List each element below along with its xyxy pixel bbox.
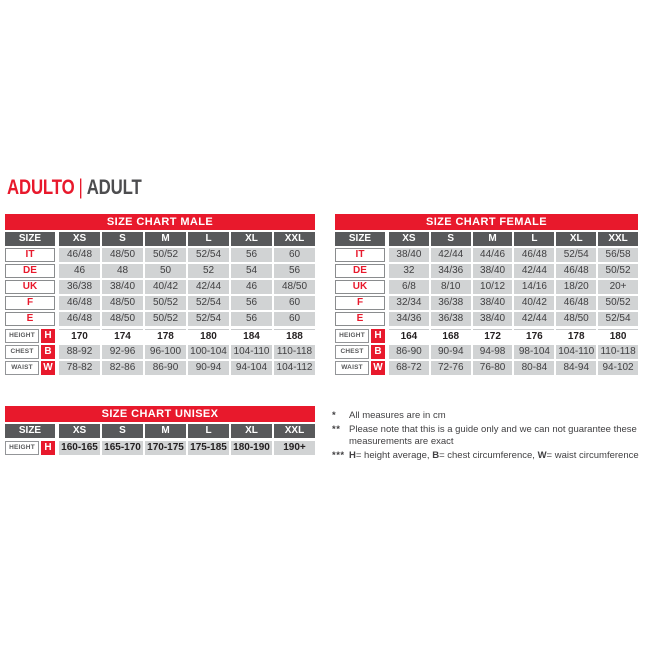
data-cell: 42/44 <box>514 264 554 278</box>
data-cell: 46/48 <box>59 296 100 310</box>
data-cell: 90-94 <box>431 345 471 359</box>
row-label: HEIGHT <box>5 329 39 343</box>
data-cell: 178 <box>556 329 596 343</box>
column-header-xl: XL <box>556 232 596 246</box>
data-cell: 94-102 <box>598 361 638 375</box>
data-cell: 50/52 <box>145 248 186 262</box>
table-row <box>335 248 638 262</box>
data-cell: 8/10 <box>431 280 471 294</box>
data-cell: 36/38 <box>59 280 100 294</box>
data-cell: 50/52 <box>145 312 186 326</box>
footnote-marker: *** <box>332 449 345 461</box>
data-cell: 104-112 <box>274 361 315 375</box>
data-cell: 50/52 <box>598 296 638 310</box>
row-label: IT <box>335 248 385 262</box>
column-header-xxl: XXL <box>274 232 315 246</box>
data-cell: 110-118 <box>274 345 315 359</box>
row-label: DE <box>5 264 55 278</box>
body-section <box>5 441 315 455</box>
h-badge: H <box>41 441 55 455</box>
data-cell: 84-94 <box>556 361 596 375</box>
footnote-segment: All measures are in cm <box>349 410 446 421</box>
footnote-text <box>349 450 641 463</box>
footnote-text <box>349 424 641 449</box>
data-cell: 184 <box>231 329 272 343</box>
row-label: IT <box>5 248 55 262</box>
data-cell: 94-104 <box>231 361 272 375</box>
column-header-s: S <box>431 232 471 246</box>
row-label: WAIST <box>5 361 39 375</box>
data-cell: 56 <box>231 296 272 310</box>
data-cell: 10/12 <box>473 280 513 294</box>
h-badge: H <box>41 329 55 343</box>
data-cell: 48 <box>102 264 143 278</box>
data-cell: 56/58 <box>598 248 638 262</box>
column-header-m: M <box>145 232 186 246</box>
footnote-marker: * <box>332 410 337 421</box>
data-cell: 80-84 <box>514 361 554 375</box>
data-cell: 34/36 <box>431 264 471 278</box>
data-cell: 38/40 <box>473 312 513 326</box>
row-label: E <box>335 312 385 326</box>
table-row <box>5 329 315 343</box>
data-cell: 175-185 <box>188 441 229 455</box>
table-title: SIZE CHART FEMALE <box>335 214 638 230</box>
data-cell: 48/50 <box>274 280 315 294</box>
row-label: E <box>5 312 55 326</box>
data-cell: 56 <box>231 248 272 262</box>
page-title <box>7 176 142 200</box>
data-cell: 172 <box>473 329 513 343</box>
table-row <box>5 264 315 278</box>
footnote-marker: ** <box>332 423 341 435</box>
size-chart-unisex-table <box>5 406 315 455</box>
data-cell: 38/40 <box>102 280 143 294</box>
table-title: SIZE CHART MALE <box>5 214 315 230</box>
row-label: CHEST <box>5 345 39 359</box>
column-header-m: M <box>473 232 513 246</box>
data-cell: 40/42 <box>145 280 186 294</box>
data-cell: 94-98 <box>473 345 513 359</box>
data-cell: 190+ <box>274 441 315 455</box>
row-label: DE <box>335 264 385 278</box>
data-cell: 174 <box>102 329 143 343</box>
table-row <box>335 329 638 343</box>
w-badge: W <box>371 361 385 375</box>
footnote-segment: B <box>432 449 440 461</box>
data-cell: 164 <box>389 329 429 343</box>
footnote-segment: = chest circumference, <box>439 449 538 461</box>
data-cell: 14/16 <box>514 280 554 294</box>
table-row <box>335 361 638 375</box>
data-cell: 180-190 <box>231 441 272 455</box>
data-cell: 48/50 <box>556 312 596 326</box>
data-cell: 18/20 <box>556 280 596 294</box>
column-header-l: L <box>188 232 229 246</box>
data-cell: 40/42 <box>514 296 554 310</box>
data-cell: 38/40 <box>473 296 513 310</box>
data-cell: 48/50 <box>102 312 143 326</box>
data-cell: 176 <box>514 329 554 343</box>
column-header-xl: XL <box>231 424 272 438</box>
data-cell: 188 <box>274 329 315 343</box>
data-cell: 20+ <box>598 280 638 294</box>
data-cell: 86-90 <box>145 361 186 375</box>
data-cell: 56 <box>231 312 272 326</box>
table-row <box>335 312 638 326</box>
data-cell: 52 <box>188 264 229 278</box>
size-chart-male-table <box>5 214 315 375</box>
size-chart-female-table <box>335 214 638 375</box>
data-cell: 46/48 <box>556 264 596 278</box>
column-header-size: SIZE <box>5 232 55 246</box>
table-row <box>335 296 638 310</box>
data-cell: 48/50 <box>102 296 143 310</box>
footnote <box>332 424 641 449</box>
data-cell: 38/40 <box>389 248 429 262</box>
column-header-m: M <box>145 424 186 438</box>
b-badge: B <box>41 345 55 359</box>
data-cell: 88-92 <box>59 345 100 359</box>
data-cell: 52/54 <box>556 248 596 262</box>
data-cell: 50/52 <box>145 296 186 310</box>
page-title-italian: ADULTO <box>7 176 75 199</box>
data-cell: 76-80 <box>473 361 513 375</box>
row-label: F <box>5 296 55 310</box>
data-cell: 42/44 <box>431 248 471 262</box>
data-cell: 50/52 <box>598 264 638 278</box>
data-cell: 44/46 <box>473 248 513 262</box>
table-title: SIZE CHART UNISEX <box>5 406 315 422</box>
data-cell: 110-118 <box>598 345 638 359</box>
row-label: HEIGHT <box>335 329 369 343</box>
page-title-separator: | <box>78 176 83 199</box>
column-header-xxl: XXL <box>274 424 315 438</box>
data-cell: 72-76 <box>431 361 471 375</box>
table-row <box>5 312 315 326</box>
data-cell: 34/36 <box>389 312 429 326</box>
h-badge: H <box>371 329 385 343</box>
w-badge: W <box>41 361 55 375</box>
data-cell: 160-165 <box>59 441 100 455</box>
data-cell: 168 <box>431 329 471 343</box>
data-cell: 46/48 <box>556 296 596 310</box>
data-cell: 32/34 <box>389 296 429 310</box>
column-header-l: L <box>188 424 229 438</box>
footnote-segment: = height average, <box>355 449 433 461</box>
footnote-segment: Please note that this is a guide only and we can not guarantee these measurements are exact <box>349 423 637 447</box>
data-cell: 78-82 <box>59 361 100 375</box>
footnotes <box>332 410 641 463</box>
table-row <box>5 296 315 310</box>
row-label: F <box>335 296 385 310</box>
data-cell: 52/54 <box>188 296 229 310</box>
data-cell: 92-96 <box>102 345 143 359</box>
data-cell: 46 <box>59 264 100 278</box>
data-cell: 46/48 <box>59 248 100 262</box>
data-cell: 50 <box>145 264 186 278</box>
data-cell: 165-170 <box>102 441 143 455</box>
row-label: UK <box>5 280 55 294</box>
data-cell: 98-104 <box>514 345 554 359</box>
data-cell: 170-175 <box>145 441 186 455</box>
data-cell: 36/38 <box>431 296 471 310</box>
row-label: WAIST <box>335 361 369 375</box>
body-section <box>5 329 315 375</box>
table-row <box>335 264 638 278</box>
data-cell: 96-100 <box>145 345 186 359</box>
header-row <box>5 424 315 438</box>
column-header-s: S <box>102 232 143 246</box>
row-label: CHEST <box>335 345 369 359</box>
data-cell: 60 <box>274 296 315 310</box>
header-row <box>5 232 315 246</box>
data-cell: 100-104 <box>188 345 229 359</box>
data-cell: 46 <box>231 280 272 294</box>
table-row <box>335 280 638 294</box>
table-row <box>5 361 315 375</box>
footnote-segment: W <box>537 449 547 461</box>
data-cell: 6/8 <box>389 280 429 294</box>
data-cell: 104-110 <box>231 345 272 359</box>
table-row <box>5 248 315 262</box>
data-cell: 56 <box>274 264 315 278</box>
data-cell: 32 <box>389 264 429 278</box>
column-header-xs: XS <box>389 232 429 246</box>
data-cell: 42/44 <box>188 280 229 294</box>
data-cell: 46/48 <box>59 312 100 326</box>
data-cell: 170 <box>59 329 100 343</box>
row-label: UK <box>335 280 385 294</box>
footnote <box>332 450 641 463</box>
data-cell: 90-94 <box>188 361 229 375</box>
data-cell: 68-72 <box>389 361 429 375</box>
data-cell: 52/54 <box>188 312 229 326</box>
header-row <box>335 232 638 246</box>
column-header-xs: XS <box>59 424 100 438</box>
data-cell: 36/38 <box>431 312 471 326</box>
b-badge: B <box>371 345 385 359</box>
column-header-l: L <box>514 232 554 246</box>
data-cell: 54 <box>231 264 272 278</box>
data-cell: 178 <box>145 329 186 343</box>
column-header-size: SIZE <box>335 232 385 246</box>
column-header-s: S <box>102 424 143 438</box>
data-cell: 60 <box>274 248 315 262</box>
column-header-size: SIZE <box>5 424 55 438</box>
column-header-xxl: XXL <box>598 232 638 246</box>
data-cell: 82-86 <box>102 361 143 375</box>
data-cell: 52/54 <box>598 312 638 326</box>
footnote-text <box>349 410 641 423</box>
data-cell: 180 <box>188 329 229 343</box>
data-cell: 46/48 <box>514 248 554 262</box>
data-cell: 48/50 <box>102 248 143 262</box>
column-header-xs: XS <box>59 232 100 246</box>
page-title-english: ADULT <box>86 176 142 199</box>
data-cell: 104-110 <box>558 346 595 357</box>
data-cell: 38/40 <box>473 264 513 278</box>
data-cell: 86-90 <box>389 345 429 359</box>
footnote <box>332 410 641 423</box>
table-row <box>5 345 315 359</box>
data-cell: 42/44 <box>514 312 554 326</box>
table-row <box>5 280 315 294</box>
data-cell: 60 <box>274 312 315 326</box>
data-cell: 180 <box>598 329 638 343</box>
table-row <box>5 441 315 455</box>
table-row <box>335 345 638 359</box>
footnote-segment: = waist circumference <box>546 449 639 461</box>
row-label: HEIGHT <box>5 441 39 455</box>
column-header-xl: XL <box>231 232 272 246</box>
data-cell: 52/54 <box>188 248 229 262</box>
body-section <box>335 329 638 375</box>
footnote-segment: H <box>349 449 356 461</box>
